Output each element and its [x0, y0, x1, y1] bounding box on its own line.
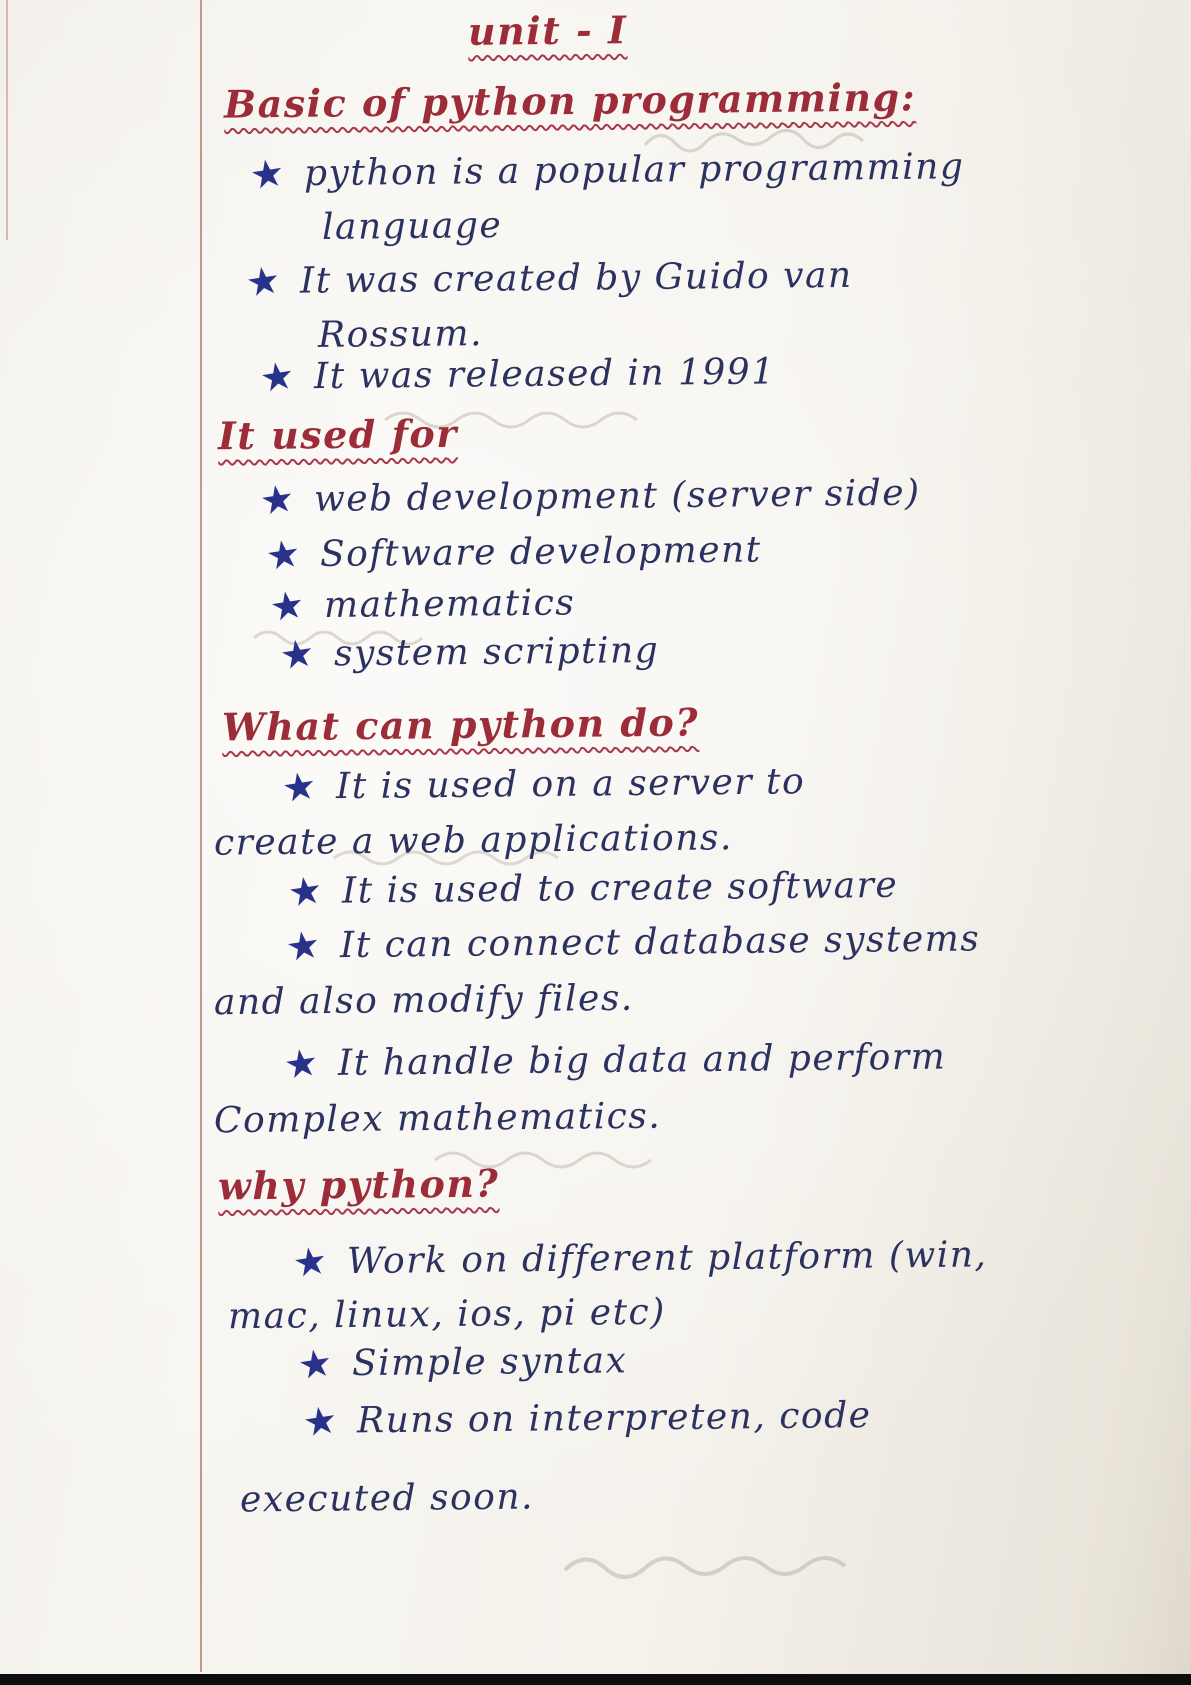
- section-heading-basics: Basic of python programming:: [223, 74, 917, 127]
- note-line: language: [321, 205, 503, 248]
- note-text: It can connect database systems: [339, 918, 981, 967]
- star-bullet-icon: ★: [259, 478, 297, 523]
- note-text: It was released in 1991: [313, 351, 776, 398]
- star-bullet-icon: ★: [249, 152, 287, 197]
- note-line: [249, 146, 965, 197]
- star-bullet-icon: ★: [285, 924, 323, 969]
- note-text: It is used on a server to: [335, 761, 806, 808]
- note-line: [292, 1234, 988, 1285]
- note-line: Rossum.: [317, 313, 484, 356]
- note-text: Work on different platform (win,: [346, 1234, 988, 1283]
- note-line: and also modify files.: [213, 977, 634, 1024]
- section-heading-used-for: It used for: [217, 410, 459, 459]
- note-text: It was created by Guido van: [299, 254, 853, 302]
- note-text: web development (server side): [313, 472, 921, 520]
- note-line: [287, 864, 899, 915]
- note-line: [259, 472, 921, 523]
- star-bullet-icon: ★: [283, 1042, 321, 1087]
- star-bullet-icon: ★: [269, 584, 307, 629]
- star-bullet-icon: ★: [292, 1240, 330, 1285]
- note-line: [281, 761, 806, 810]
- star-bullet-icon: ★: [245, 259, 283, 305]
- page-edge-line: [6, 0, 8, 240]
- star-bullet-icon: ★: [265, 533, 303, 578]
- note-text: python is a popular programming: [303, 146, 965, 195]
- note-text: system scripting: [333, 630, 660, 675]
- note-line: [297, 1340, 628, 1387]
- note-line: executed soon.: [239, 1476, 535, 1521]
- margin-rule-line: [200, 0, 202, 1672]
- star-bullet-icon: ★: [287, 869, 325, 915]
- note-text: mathematics: [323, 582, 576, 627]
- note-line: Complex mathematics.: [213, 1095, 662, 1142]
- note-line: [279, 630, 660, 677]
- star-bullet-icon: ★: [281, 765, 319, 810]
- star-bullet-icon: ★: [279, 632, 317, 677]
- note-line: [265, 529, 762, 578]
- note-line: [245, 254, 853, 305]
- star-bullet-icon: ★: [259, 355, 297, 400]
- photo-bottom-edge: [0, 1674, 1191, 1685]
- star-bullet-icon: ★: [302, 1399, 340, 1444]
- bleed-through-smudge: [560, 1540, 880, 1600]
- note-line: mac, linux, ios, pi etc): [227, 1291, 666, 1338]
- note-text: It handle big data and perform: [337, 1036, 947, 1084]
- note-text: Software development: [319, 529, 762, 576]
- star-bullet-icon: ★: [297, 1342, 335, 1387]
- note-line: [259, 351, 776, 400]
- note-text: It is used to create software: [341, 864, 899, 912]
- section-heading-can-do: What can python do?: [221, 699, 700, 750]
- note-line: [269, 582, 576, 629]
- note-line: [302, 1395, 872, 1444]
- note-line: [283, 1036, 947, 1087]
- note-line: [285, 918, 981, 969]
- page-title: unit - I: [467, 7, 628, 54]
- note-text: Simple syntax: [351, 1340, 628, 1385]
- note-text: Runs on interpreten, code: [356, 1395, 872, 1442]
- section-heading-why: why python?: [217, 1160, 500, 1209]
- note-line: create a web applications.: [213, 817, 734, 864]
